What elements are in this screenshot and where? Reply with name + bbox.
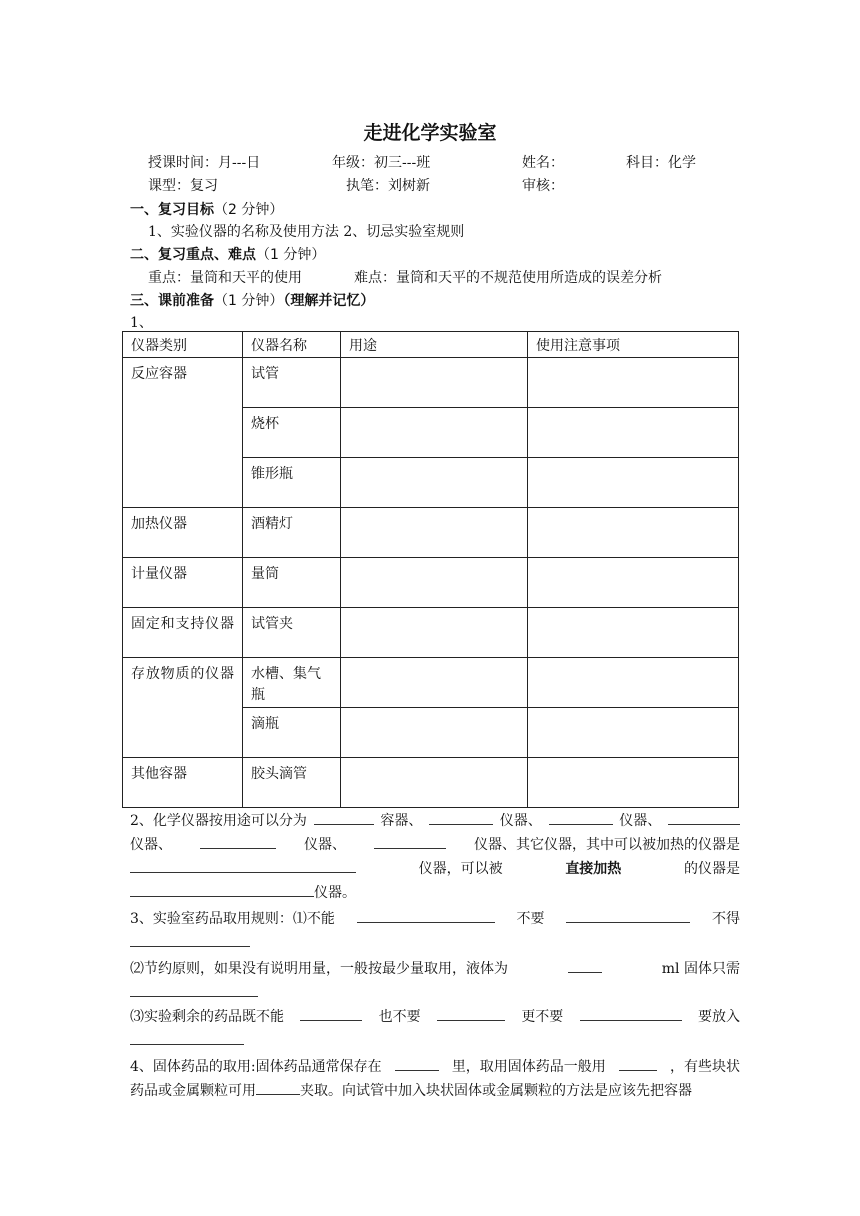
fill-blank[interactable] (300, 1006, 362, 1021)
question-3-line-3: ⑵节约原则，如果没有说明用量，一般按最少量取用，液体为 ml 固体只需 (130, 958, 740, 980)
name-cell: 锥形瓶 (243, 458, 341, 508)
question-3-line-6 (130, 1030, 740, 1052)
name-cell: 试管 (243, 358, 341, 408)
category-cell: 计量仪器 (123, 558, 243, 608)
use-cell (341, 508, 528, 558)
question-4-line-2: 药品或金属颗粒可用 夹取。向试管中加入块状固体或金属颗粒的方法是应该先把容器 (130, 1080, 740, 1102)
table-header-row (123, 332, 739, 358)
instrument-table (122, 331, 739, 808)
category-cell: 其他容器 (123, 758, 243, 808)
fill-blank[interactable] (130, 882, 314, 897)
question-2-line-4: 仪器。 (130, 882, 740, 904)
table-row (123, 758, 739, 808)
use-cell (341, 358, 528, 408)
notes-cell (528, 608, 739, 658)
category-cell: 加热仪器 (123, 508, 243, 558)
fill-blank[interactable] (568, 958, 602, 973)
use-cell (341, 708, 528, 758)
name-cell: 烧杯 (243, 408, 341, 458)
name-cell: 滴瓶 (243, 708, 341, 758)
category-cell: 存放物质的仪器 (123, 658, 243, 758)
table-header: 仪器名称 (243, 332, 341, 358)
fill-blank[interactable] (668, 810, 740, 825)
fill-blank[interactable] (256, 1080, 300, 1095)
table-header: 仪器类别 (123, 332, 243, 358)
question-3-line-4 (130, 982, 740, 1004)
info-time: 授课时间：月---日 (148, 155, 261, 171)
use-cell (341, 658, 528, 708)
fill-blank[interactable] (314, 810, 374, 825)
table-row (123, 508, 739, 558)
use-cell (341, 558, 528, 608)
fill-blank[interactable] (429, 810, 493, 825)
name-cell: 量筒 (243, 558, 341, 608)
notes-cell (528, 408, 739, 458)
name-cell: 试管夹 (243, 608, 341, 658)
table-header: 用途 (341, 332, 528, 358)
fill-blank[interactable] (437, 1006, 505, 1021)
fill-blank[interactable] (357, 908, 495, 923)
notes-cell (528, 558, 739, 608)
category-cell: 反应容器 (123, 358, 243, 508)
fill-blank[interactable] (619, 1056, 657, 1071)
use-cell (341, 758, 528, 808)
question-4-line-1: 4、固体药品的取用:固体药品通常保存在 里，取用固体药品一般用 ，有些块状 (130, 1056, 740, 1078)
category-cell: 固定和支持仪器 (123, 608, 243, 658)
table-row (123, 558, 739, 608)
fill-blank[interactable] (549, 810, 613, 825)
use-cell (341, 458, 528, 508)
fill-blank[interactable] (130, 858, 356, 873)
notes-cell (528, 708, 739, 758)
table-row (123, 358, 739, 408)
question-3-line-5: ⑶实验剩余的药品既不能 也不要 更不要 要放入 (130, 1006, 740, 1028)
notes-cell (528, 658, 739, 708)
info-type: 课型：复习 (148, 178, 218, 194)
fill-blank[interactable] (130, 932, 250, 947)
fill-blank[interactable] (130, 1030, 244, 1045)
notes-cell (528, 358, 739, 408)
name-cell: 水槽、集气瓶 (243, 658, 341, 708)
question-3-line-2 (130, 932, 740, 954)
table-row (123, 658, 739, 708)
question-2-line-2: 仪器、 仪器、 仪器、其它仪器，其中可以被加热的仪器是 (130, 834, 740, 856)
info-subject: 科目：化学 (626, 155, 696, 171)
name-cell: 胶头滴管 (243, 758, 341, 808)
table-header: 使用注意事项 (528, 332, 739, 358)
info-grade: 年级：初三---班 (332, 155, 431, 171)
fill-blank[interactable] (130, 982, 258, 997)
notes-cell (528, 458, 739, 508)
notes-cell (528, 758, 739, 808)
notes-cell (528, 508, 739, 558)
section-1-heading: 一、复习目标（2 分钟） (130, 202, 284, 218)
section-2-hard: 难点：量筒和天平的不规范使用所造成的误差分析 (354, 270, 662, 286)
fill-blank[interactable] (200, 834, 276, 849)
fill-blank[interactable] (395, 1056, 439, 1071)
section-2-heading: 二、复习重点、难点（1 分钟） (130, 247, 326, 263)
question-3-line-1: 3、实验室药品取用规则：⑴不能 不要 不得 (130, 908, 740, 930)
use-cell (341, 408, 528, 458)
info-name: 姓名： (522, 155, 564, 171)
fill-blank[interactable] (580, 1006, 682, 1021)
question-2-line-1: 2、化学仪器按用途可以分为 容器、 仪器、 仪器、 (130, 810, 740, 832)
item-1-label: 1、 (130, 315, 153, 331)
section-1-content: 1、实验仪器的名称及使用方法 2、切忌实验室规则 (148, 224, 465, 240)
name-cell: 酒精灯 (243, 508, 341, 558)
info-author: 执笔：刘树新 (346, 178, 430, 194)
fill-blank[interactable] (374, 834, 446, 849)
fill-blank[interactable] (566, 908, 690, 923)
use-cell (341, 608, 528, 658)
section-3-heading: 三、课前准备（1 分钟）（理解并记忆） (130, 293, 375, 309)
section-2-key: 重点：量筒和天平的使用 (148, 270, 302, 286)
question-2-line-3: 仪器，可以被 直接加热 的仪器是 (130, 858, 740, 880)
page-title: 走进化学实验室 (363, 122, 497, 144)
table-row (123, 608, 739, 658)
info-review: 审核： (522, 178, 564, 194)
